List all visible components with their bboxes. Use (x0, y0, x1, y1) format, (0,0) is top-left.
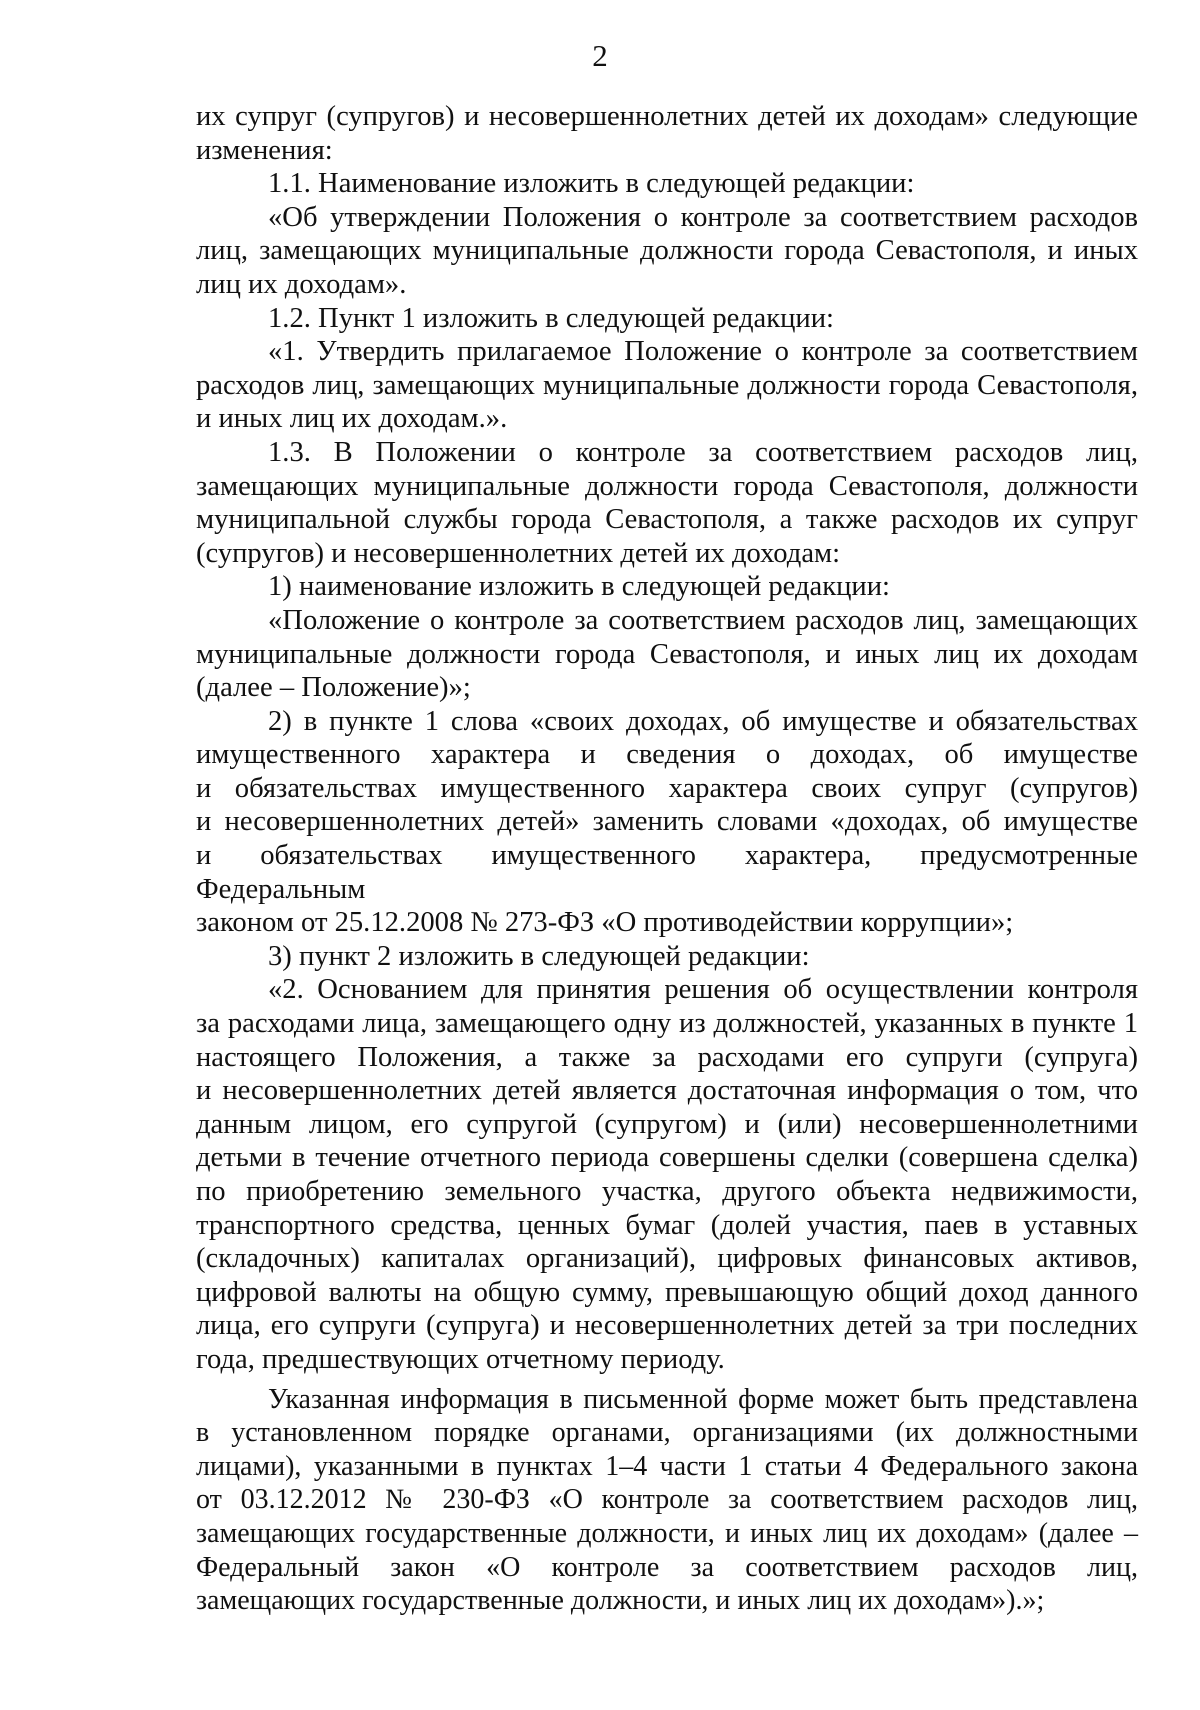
text-line: года, предшествующих отчетному периоду. (196, 1343, 725, 1375)
text-line: «1. Утвердить прилагаемое Положение о контроле за соответствием (268, 336, 1138, 368)
text-line: замещающих муниципальные должности города Севастополя, должности (196, 470, 1138, 502)
text-line: 2) в пункте 1 слова «своих доходах, об имуществе и обязательствах (268, 705, 1138, 737)
text-line: данным лицом, его супругой (супругом) и (или) несовершеннолетними (196, 1108, 1138, 1140)
text-line: замещающих государственные должности, и иных лиц их доходам»).»; (196, 1585, 1045, 1617)
text-line: «Об утверждении Положения о контроле за соответствием расходов (268, 201, 1138, 233)
text-line: цифровой валюты на общую сумму, превышающую общий доход данного (196, 1276, 1138, 1308)
text-line: (далее – Положение)»; (196, 672, 471, 704)
text-line: и несовершеннолетних детей является достаточная информация о том, что (196, 1075, 1138, 1107)
text-line: и несовершеннолетних детей» заменить словами «доходах, об имуществе (196, 806, 1138, 838)
text-line: (супругов) и несовершеннолетних детей их доходам: (196, 537, 841, 569)
paragraph-1-3 (196, 436, 1138, 570)
text-line: детьми в течение отчетного периода совершены сделки (совершена сделка) (196, 1142, 1138, 1174)
paragraph-1-1 (196, 167, 1138, 201)
paragraph-1-1-text (196, 201, 1138, 302)
text-line: настоящего Положения, а также за расходами его супруги (супруга) (196, 1041, 1138, 1073)
text-line: лиц, замещающих муниципальные должности города Севастополя, и иных (196, 235, 1138, 267)
text-line: имущественного характера и сведения о доходах, об имуществе (196, 739, 1138, 771)
text-line: 1.3. В Положении о контроле за соответствием расходов лиц, (268, 436, 1138, 468)
text-line: изменения: (196, 134, 333, 166)
text-line: 1.1. Наименование изложить в следующей редакции: (268, 168, 915, 200)
subitem-3-text (196, 973, 1138, 1376)
subitem-1 (196, 570, 1138, 604)
text-line: лицами), указанными в пунктах 1–4 части 1 статьи 4 Федерального закона (196, 1450, 1138, 1482)
text-line: расходов лиц, замещающих муниципальные должности города Севастополя, (196, 369, 1138, 401)
text-line: в установленном порядке органами, организациями (их должностными (196, 1417, 1138, 1449)
text-line: муниципальные должности города Севастополя, и иных лиц их доходам (196, 638, 1138, 670)
text-line: 1.2. Пункт 1 изложить в следующей редакции: (268, 302, 834, 334)
paragraph-information (196, 1383, 1138, 1618)
text-line: лиц их доходам». (196, 268, 407, 300)
subitem-1-text (196, 604, 1138, 705)
text-line: Указанная информация в письменной форме может быть представлена (268, 1383, 1138, 1415)
page-number: 2 (592, 38, 608, 73)
text-line: муниципальной службы города Севастополя, а также расходов их супруг (196, 504, 1138, 536)
text-line: за расходами лица, замещающего одну из должностей, указанных в пункте 1 (196, 1008, 1138, 1040)
paragraph-1-2-text (196, 335, 1138, 436)
text-line: «2. Основанием для принятия решения об осуществлении контроля (268, 974, 1138, 1006)
subitem-2 (196, 705, 1138, 940)
document-body (196, 100, 1138, 1618)
paragraph-1-2 (196, 302, 1138, 336)
text-line: 1) наименование изложить в следующей редакции: (268, 571, 890, 603)
text-line: и обязательствах имущественного характера своих супруг (супругов) (196, 772, 1138, 804)
text-line: 3) пункт 2 изложить в следующей редакции: (268, 940, 810, 972)
text-line: и иных лиц их доходам.». (196, 403, 508, 435)
paragraph-intro (196, 100, 1138, 167)
subitem-3 (196, 940, 1138, 974)
text-line: замещающих государственные должности, и иных лиц их доходам» (далее – (196, 1517, 1138, 1549)
text-line: лица, его супруги (супруга) и несовершеннолетних детей за три последних (196, 1310, 1138, 1342)
text-line: от 03.12.2012 № 230-ФЗ «О контроле за соответствием расходов лиц, (196, 1484, 1138, 1516)
text-line: их супруг (супругов) и несовершеннолетних детей их доходам» следующие (196, 101, 1138, 132)
text-line: и обязательствах имущественного характера, предусмотренные Федеральным (196, 840, 1138, 905)
text-line: по приобретению земельного участка, другого объекта недвижимости, (196, 1176, 1138, 1207)
text-line: (складочных) капиталах организаций), цифровых финансовых активов, (196, 1243, 1138, 1275)
text-line: транспортного средства, ценных бумаг (долей участия, паев в уставных (196, 1209, 1138, 1241)
text-line: «Положение о контроле за соответствием расходов лиц, замещающих (268, 604, 1138, 636)
text-line: законом от 25.12.2008 № 273-ФЗ «О противодействии коррупции»; (196, 907, 1014, 939)
text-line: Федеральный закон «О контроле за соответствием расходов лиц, (196, 1551, 1138, 1583)
